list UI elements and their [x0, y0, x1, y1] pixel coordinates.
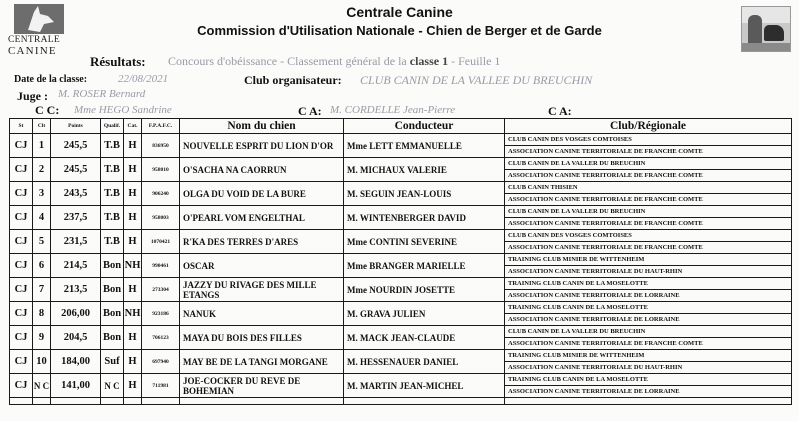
table-row	[10, 254, 792, 278]
cell-st: CJ	[10, 374, 33, 398]
table-row	[10, 230, 792, 254]
table-row-cut-off	[10, 398, 792, 405]
cell-st: CJ	[10, 302, 33, 326]
cell-points: 213,5	[51, 278, 101, 302]
resultats-label: Résultats:	[90, 54, 146, 69]
cell-cat: NH	[124, 302, 142, 326]
cell-cat: H	[124, 158, 142, 182]
table-row	[10, 302, 792, 326]
page-subtitle: Commission d'Utilisation Nationale - Chien de Berger et de Garde	[197, 23, 602, 38]
cell-cat: H	[124, 230, 142, 254]
page-title: Centrale Canine	[346, 4, 453, 20]
cell-points: 184,00	[51, 350, 101, 374]
cell-conducteur: M. MICHAUX VALERIE	[344, 158, 505, 182]
cell-conducteur: Mme CONTINI SEVERINE	[344, 230, 505, 254]
col-header-cat: Cat.	[124, 119, 142, 134]
cell-clt: 8	[33, 302, 51, 326]
cell-clt: 1	[33, 134, 51, 158]
cell-qualif: T.B	[101, 206, 124, 230]
cell-clt: 6	[33, 254, 51, 278]
cell-club: CLUB CANIN DE LA VALLER DU BREUCHIN	[505, 158, 791, 170]
cell-qualif: Bon	[101, 254, 124, 278]
cell-qualif: T.B	[101, 182, 124, 206]
cell-club-regionale	[505, 134, 792, 158]
cell-fpafc: 958003	[142, 206, 180, 230]
cell-conducteur: M. GRAVA JULIEN	[344, 302, 505, 326]
cell-regionale: ASSOCIATION CANINE TERRITORIALE DU HAUT-RHIN	[508, 268, 683, 275]
cell-club: TRAINING CLUB MINIER DE WITTENHEIM	[505, 254, 791, 266]
cell-st: CJ	[10, 254, 33, 278]
date-value: 22/08/2021	[118, 73, 169, 85]
cell-conducteur: M. HESSENAUER DANIEL	[344, 350, 505, 374]
col-header-club-regionale: Club/Régionale	[505, 119, 792, 134]
cell-qualif: Bon	[101, 278, 124, 302]
cell-cat: NH	[124, 254, 142, 278]
club-organisateur-value: CLUB CANIN DE LA VALLEE DU BREUCHIN	[360, 73, 593, 87]
cell-dog-name: MAYA DU BOIS DES FILLES	[180, 326, 344, 350]
cell-fpafc: 990461	[142, 254, 180, 278]
cell-club: CLUB CANIN DES VOSGES COMTOISES	[505, 230, 791, 242]
cell-conducteur: M. MARTIN JEAN-MICHEL	[344, 374, 505, 398]
cell-st: CJ	[10, 182, 33, 206]
cell-qualif: Bon	[101, 302, 124, 326]
cell-dog-name: O'PEARL VOM ENGELTHAL	[180, 206, 344, 230]
cell-regionale: ASSOCIATION CANINE TERRITORIALE DE LORRAINE	[508, 292, 680, 299]
cell-clt: 5	[33, 230, 51, 254]
date-label: Date de la classe:	[14, 74, 88, 85]
col-header-fpafc: F.P.A.F.C.	[142, 119, 180, 134]
cell-qualif: T.B	[101, 230, 124, 254]
cell-dog-name: JOE-COCKER DU REVE DE BOHEMIAN	[180, 374, 344, 398]
col-header-conducteur: Conducteur	[344, 119, 505, 134]
col-header-st: St	[10, 119, 33, 134]
results-table	[9, 118, 791, 405]
col-header-qualif: Qualif.	[101, 119, 124, 134]
cell-club-regionale	[505, 158, 792, 182]
cell-club-regionale	[505, 326, 792, 350]
cell-conducteur: Mme NOURDIN JOSETTE	[344, 278, 505, 302]
cell-regionale: ASSOCIATION CANINE TERRITORIALE DE LORRAINE	[508, 316, 680, 323]
table-row	[10, 374, 792, 398]
cell-regionale: ASSOCIATION CANINE TERRITORIALE DE FRANCHE COMTE	[508, 244, 703, 251]
cell-points: 214,5	[51, 254, 101, 278]
cell-conducteur: Mme BRANGER MARIELLE	[344, 254, 505, 278]
cell-cat: H	[124, 182, 142, 206]
cell-st: CJ	[10, 206, 33, 230]
cell-st: CJ	[10, 158, 33, 182]
cell-conducteur: M. WINTENBERGER DAVID	[344, 206, 505, 230]
cell-clt: 9	[33, 326, 51, 350]
table-row	[10, 134, 792, 158]
cell-qualif: N C	[101, 374, 124, 398]
cell-club: TRAINING CLUB MINIER DE WITTENHEIM	[505, 350, 791, 362]
cell-clt: 10	[33, 350, 51, 374]
cell-club-regionale	[505, 302, 792, 326]
table-row	[10, 206, 792, 230]
cell-qualif: Bon	[101, 326, 124, 350]
cell-club: TRAINING CLUB CANIN DE LA MOSELOTTE	[505, 374, 791, 386]
cell-st: CJ	[10, 278, 33, 302]
cell-regionale: ASSOCIATION CANINE TERRITORIALE DE LORRAINE	[508, 388, 680, 395]
cell-cat: H	[124, 278, 142, 302]
cell-dog-name: O'SACHA NA CAORRUN	[180, 158, 344, 182]
cell-points: 141,00	[51, 374, 101, 398]
cell-fpafc: 923186	[142, 302, 180, 326]
cell-cat: H	[124, 350, 142, 374]
table-row	[10, 158, 792, 182]
ca2-label: C A:	[548, 104, 572, 118]
cell-st: CJ	[10, 134, 33, 158]
cell-st: CJ	[10, 350, 33, 374]
cell-points: 204,5	[51, 326, 101, 350]
cell-clt: 2	[33, 158, 51, 182]
table-row	[10, 182, 792, 206]
cell-cat: H	[124, 206, 142, 230]
cell-club-regionale	[505, 278, 792, 302]
cell-club-regionale	[505, 374, 792, 398]
cell-clt: 4	[33, 206, 51, 230]
cell-clt: N C	[33, 374, 51, 398]
cell-regionale: ASSOCIATION CANINE TERRITORIALE DU HAUT-RHIN	[508, 364, 683, 371]
cell-cat: H	[124, 326, 142, 350]
cell-conducteur: Mme LETT EMMANUELLE	[344, 134, 505, 158]
cell-fpafc: 711981	[142, 374, 180, 398]
col-header-clt: Clt	[33, 119, 51, 134]
logo-text-line2: CANINE	[8, 45, 57, 57]
juge-label: Juge :	[17, 89, 48, 103]
club-organisateur-label: Club organisateur:	[244, 73, 342, 87]
cell-fpafc: 697940	[142, 350, 180, 374]
cell-club-regionale	[505, 254, 792, 278]
cell-regionale: ASSOCIATION CANINE TERRITORIALE DE FRANCHE COMTE	[508, 148, 703, 155]
cell-dog-name: MAY BE DE LA TANGI MORGANE	[180, 350, 344, 374]
cell-points: 245,5	[51, 158, 101, 182]
table-row	[10, 350, 792, 374]
cell-club-regionale	[505, 230, 792, 254]
col-header-nom-du-chien: Nom du chien	[180, 119, 344, 134]
cell-points: 243,5	[51, 182, 101, 206]
cell-fpafc: 273304	[142, 278, 180, 302]
cell-regionale: ASSOCIATION CANINE TERRITORIALE DE FRANCHE COMTE	[508, 172, 703, 179]
cell-club: CLUB CANIN DE LA VALLER DU BREUCHIN	[505, 206, 791, 218]
cell-club-regionale	[505, 350, 792, 374]
cell-cat: H	[124, 134, 142, 158]
cell-conducteur: M. SEGUIN JEAN-LOUIS	[344, 182, 505, 206]
table-header-row	[10, 119, 792, 134]
cell-st: CJ	[10, 230, 33, 254]
cell-club: CLUB CANIN THISIEN	[505, 182, 791, 194]
cell-club: TRAINING CLUB CANIN DE LA MOSELOTTE	[505, 278, 791, 290]
cell-regionale: ASSOCIATION CANINE TERRITORIALE DE FRANCHE COMTE	[508, 340, 703, 347]
cell-fpafc: 1070421	[142, 230, 180, 254]
ca1-label: C A:	[298, 104, 322, 118]
ca1-value: M. CORDELLE Jean-Pierre	[330, 104, 456, 116]
cell-club: TRAINING CLUB CANIN DE LA MOSELOTTE	[505, 302, 791, 314]
cell-club: CLUB CANIN DES VOSGES COMTOISES	[505, 134, 791, 146]
resultats-value: Concours d'obéissance - Classement général de la classe 1 - Feuille 1	[168, 54, 501, 68]
cell-dog-name: OSCAR	[180, 254, 344, 278]
cell-qualif: T.B	[101, 158, 124, 182]
cell-dog-name: NANUK	[180, 302, 344, 326]
cell-clt: 7	[33, 278, 51, 302]
cell-fpafc: 836950	[142, 134, 180, 158]
cell-qualif: Suf	[101, 350, 124, 374]
cell-dog-name: OLGA DU VOID DE LA BURE	[180, 182, 344, 206]
cell-club-regionale	[505, 182, 792, 206]
cell-qualif: T.B	[101, 134, 124, 158]
cell-points: 206,00	[51, 302, 101, 326]
table-row	[10, 326, 792, 350]
cell-cat: H	[124, 374, 142, 398]
table-row	[10, 278, 792, 302]
cell-fpafc: 706123	[142, 326, 180, 350]
logo-text-line1: CENTRALE	[8, 35, 61, 45]
cell-fpafc: 958010	[142, 158, 180, 182]
cell-points: 231,5	[51, 230, 101, 254]
cc-label: C C:	[35, 103, 60, 117]
cell-clt: 3	[33, 182, 51, 206]
cell-fpafc: 906240	[142, 182, 180, 206]
cell-points: 237,5	[51, 206, 101, 230]
cell-points: 245,5	[51, 134, 101, 158]
cell-dog-name: JAZZY DU RIVAGE DES MILLE ETANGS	[180, 278, 344, 302]
col-header-points: Points	[51, 119, 101, 134]
cell-club-regionale	[505, 206, 792, 230]
cell-club: CLUB CANIN DE LA VALLER DU BREUCHIN	[505, 326, 791, 338]
cell-st: CJ	[10, 326, 33, 350]
cell-regionale: ASSOCIATION CANINE TERRITORIALE DE FRANCHE COMTE	[508, 220, 703, 227]
juge-value: M. ROSER Bernard	[58, 88, 146, 100]
cc-value: Mme HEGO Sandrine	[74, 104, 172, 116]
cell-regionale: ASSOCIATION CANINE TERRITORIALE DE FRANCHE COMTE	[508, 196, 703, 203]
cell-dog-name: NOUVELLE ESPRIT DU LION D'OR	[180, 134, 344, 158]
cell-dog-name: R'KA DES TERRES D'ARES	[180, 230, 344, 254]
cell-conducteur: M. MACK JEAN-CLAUDE	[344, 326, 505, 350]
